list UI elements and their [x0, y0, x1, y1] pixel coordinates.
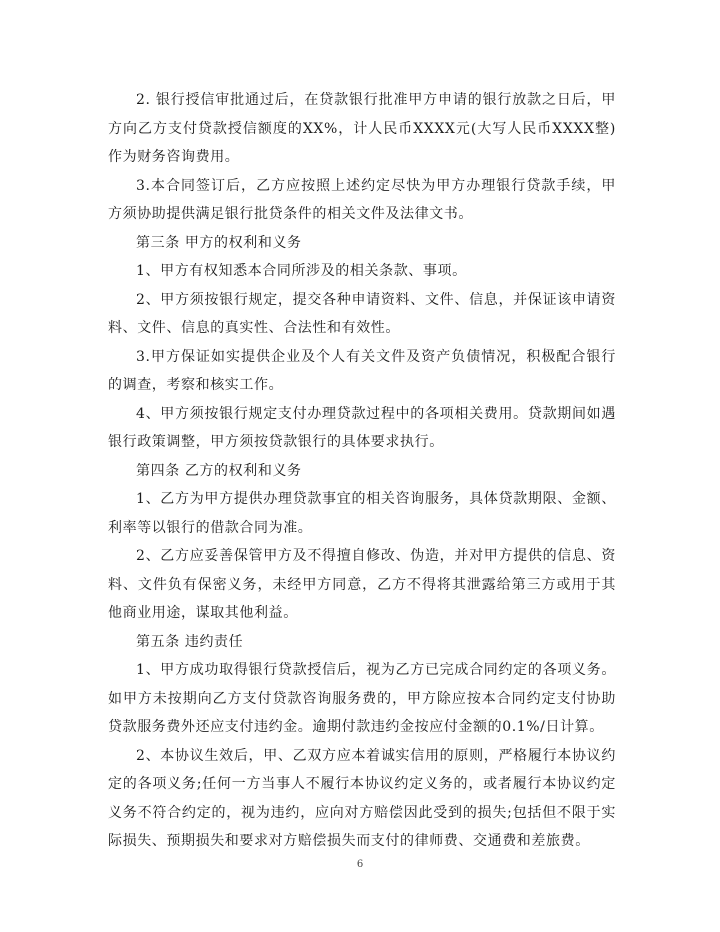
- section-heading-article-3: 第三条 甲方的权利和义务: [136, 234, 302, 251]
- section-heading-article-5: 第五条 违约责任: [136, 633, 244, 650]
- section-heading-article-4: 第四条 乙方的权利和义务: [136, 462, 302, 479]
- page-number: 6: [356, 859, 364, 870]
- paragraph-clause-3-signing: 3.本合同签订后，乙方应按照上述约定尽快为甲方办理银行贷款手续，甲方须协助提供满足银行批贷条件的相关文件及法律文书。: [108, 177, 616, 222]
- document-body: [108, 86, 616, 856]
- paragraph-liability-1: 1、甲方成功取得银行贷款授信后，视为乙方已完成合同约定的各项义务。如甲方未按期向乙方支付贷款咨询服务费的，甲方除应按本合同约定支付协助贷款服务费外还应支付违约金。逾期付款违约金按应付金额的0.1%/日计算。: [108, 662, 616, 735]
- paragraph-clause-2-payment: 2. 银行授信审批通过后，在贷款银行批准甲方申请的银行放款之日后，甲方向乙方支付贷款授信额度的XX%，计人民币XXXX元(大写人民币XXXX整)作为财务咨询费用。: [108, 92, 616, 165]
- paragraph-party-a-duty-3: 3.甲方保证如实提供企业及个人有关文件及资产负债情况，积极配合银行的调查，考察和核实工作。: [108, 348, 616, 393]
- paragraph-party-a-duty-4: 4、甲方须按银行规定支付办理贷款过程中的各项相关费用。贷款期间如遇银行政策调整，甲方须按贷款银行的具体要求执行。: [108, 405, 616, 450]
- paragraph-party-b-duty-2: 2、乙方应妥善保管甲方及不得擅自修改、伪造，并对甲方提供的信息、资料、文件负有保密义务，未经甲方同意，乙方不得将其泄露给第三方或用于其他商业用途，谋取其他利益。: [108, 548, 616, 621]
- paragraph-party-a-duty-2: 2、甲方须按银行规定，提交各种申请资料、文件、信息，并保证该申请资料、文件、信息的真实性、合法性和有效性。: [108, 291, 616, 336]
- paragraph-liability-2: 2、本协议生效后，甲、乙双方应本着诚实信用的原则，严格履行本协议约定的各项义务;任何一方当事人不履行本协议约定义务的，或者履行本协议约定义务不符合约定的，视为违约，应向对方赔偿因此受到的损失;包括但不限于实际损失、预期损失和要求对方赔偿损失而支付的律师费、交通费和差旅费。: [108, 747, 616, 849]
- paragraph-party-a-right-1: 1、甲方有权知悉本合同所涉及的相关条款、事项。: [136, 263, 467, 279]
- paragraph-party-b-duty-1: 1、乙方为甲方提供办理贷款事宜的相关咨询服务，具体贷款期限、金额、利率等以银行的借款合同为准。: [108, 491, 616, 536]
